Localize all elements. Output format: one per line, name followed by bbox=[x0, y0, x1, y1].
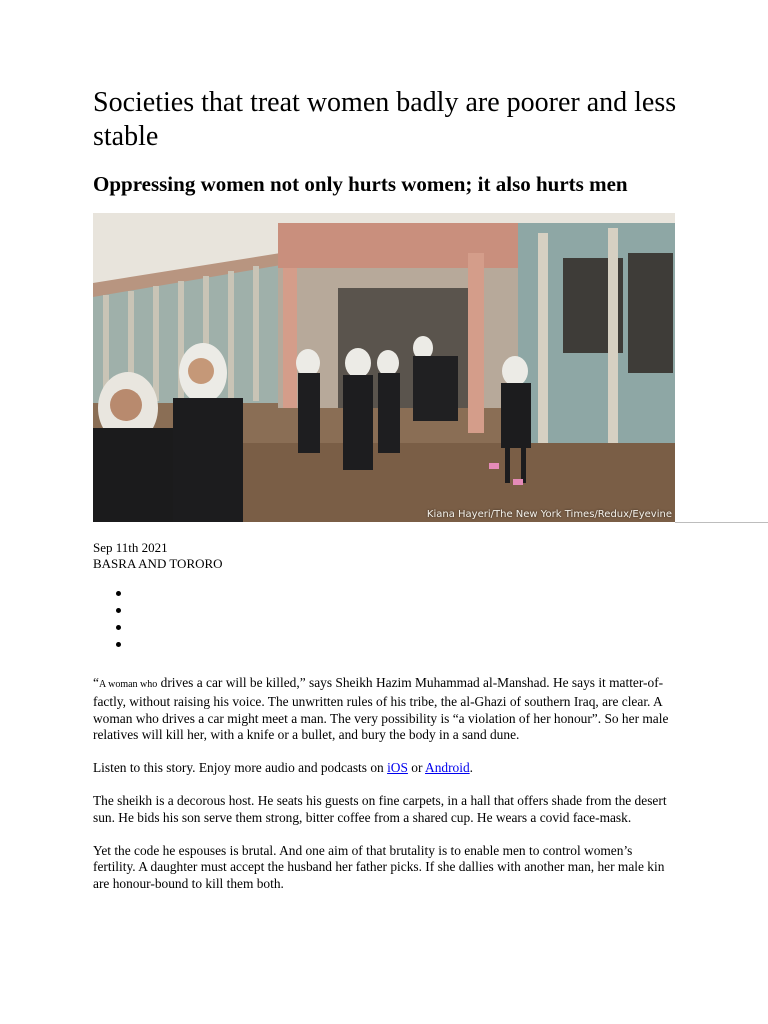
share-item[interactable] bbox=[116, 591, 121, 596]
article-photo bbox=[93, 213, 675, 522]
share-item[interactable] bbox=[116, 608, 121, 613]
separator-line bbox=[675, 522, 768, 523]
share-item[interactable] bbox=[116, 625, 121, 630]
small-caps-lead: A woman who bbox=[98, 679, 158, 690]
headline: Societies that treat women badly are poorer and less stable bbox=[93, 87, 677, 152]
photo-illustration bbox=[93, 213, 675, 522]
ios-link[interactable]: iOS bbox=[387, 760, 408, 776]
share-list bbox=[116, 591, 121, 659]
photo-credit: Kiana Hayeri/The New York Times/Redux/Eyevine bbox=[426, 509, 672, 520]
share-item[interactable] bbox=[116, 642, 121, 647]
android-link[interactable]: Android bbox=[425, 760, 470, 776]
paragraph-4: Yet the code he espouses is brutal. And one aim of that brutality is to enable men to control women’s fertility. A daughter must accept the husband her father picks. If she dallies with another man, her male kin are honour-bound to kill them both. bbox=[93, 842, 665, 892]
article-body bbox=[93, 675, 678, 909]
paragraph-2: Listen to this story. Enjoy more audio and podcasts on iOS or Android. bbox=[93, 760, 474, 776]
subheadline: Oppressing women not only hurts women; it also hurts men bbox=[93, 172, 628, 196]
article-meta bbox=[93, 540, 223, 572]
paragraph-1: “A woman who drives a car will be killed,” says Sheikh Hazim Muhammad al-Manshad. He says it matter-of-factly, without raising his voice. The unwritten rules of his tribe, the al-Ghazi of southern Iraq, are clear. A woman who drives a car might meet a man. The very possibility is “a violation of her honour”. So her male relatives will kill her, with a knife or a bullet, and bury the body in a sand dune. bbox=[93, 675, 669, 743]
paragraph-3: The sheikh is a decorous host. He seats his guests on fine carpets, in a hall that offers shade from the desert sun. He bids his son serve them strong, bitter coffee from a shared cup. He wears a covid face-mask. bbox=[93, 792, 667, 825]
dateline: BASRA AND TORORO bbox=[93, 556, 223, 571]
publish-date: Sep 11th 2021 bbox=[93, 540, 168, 555]
